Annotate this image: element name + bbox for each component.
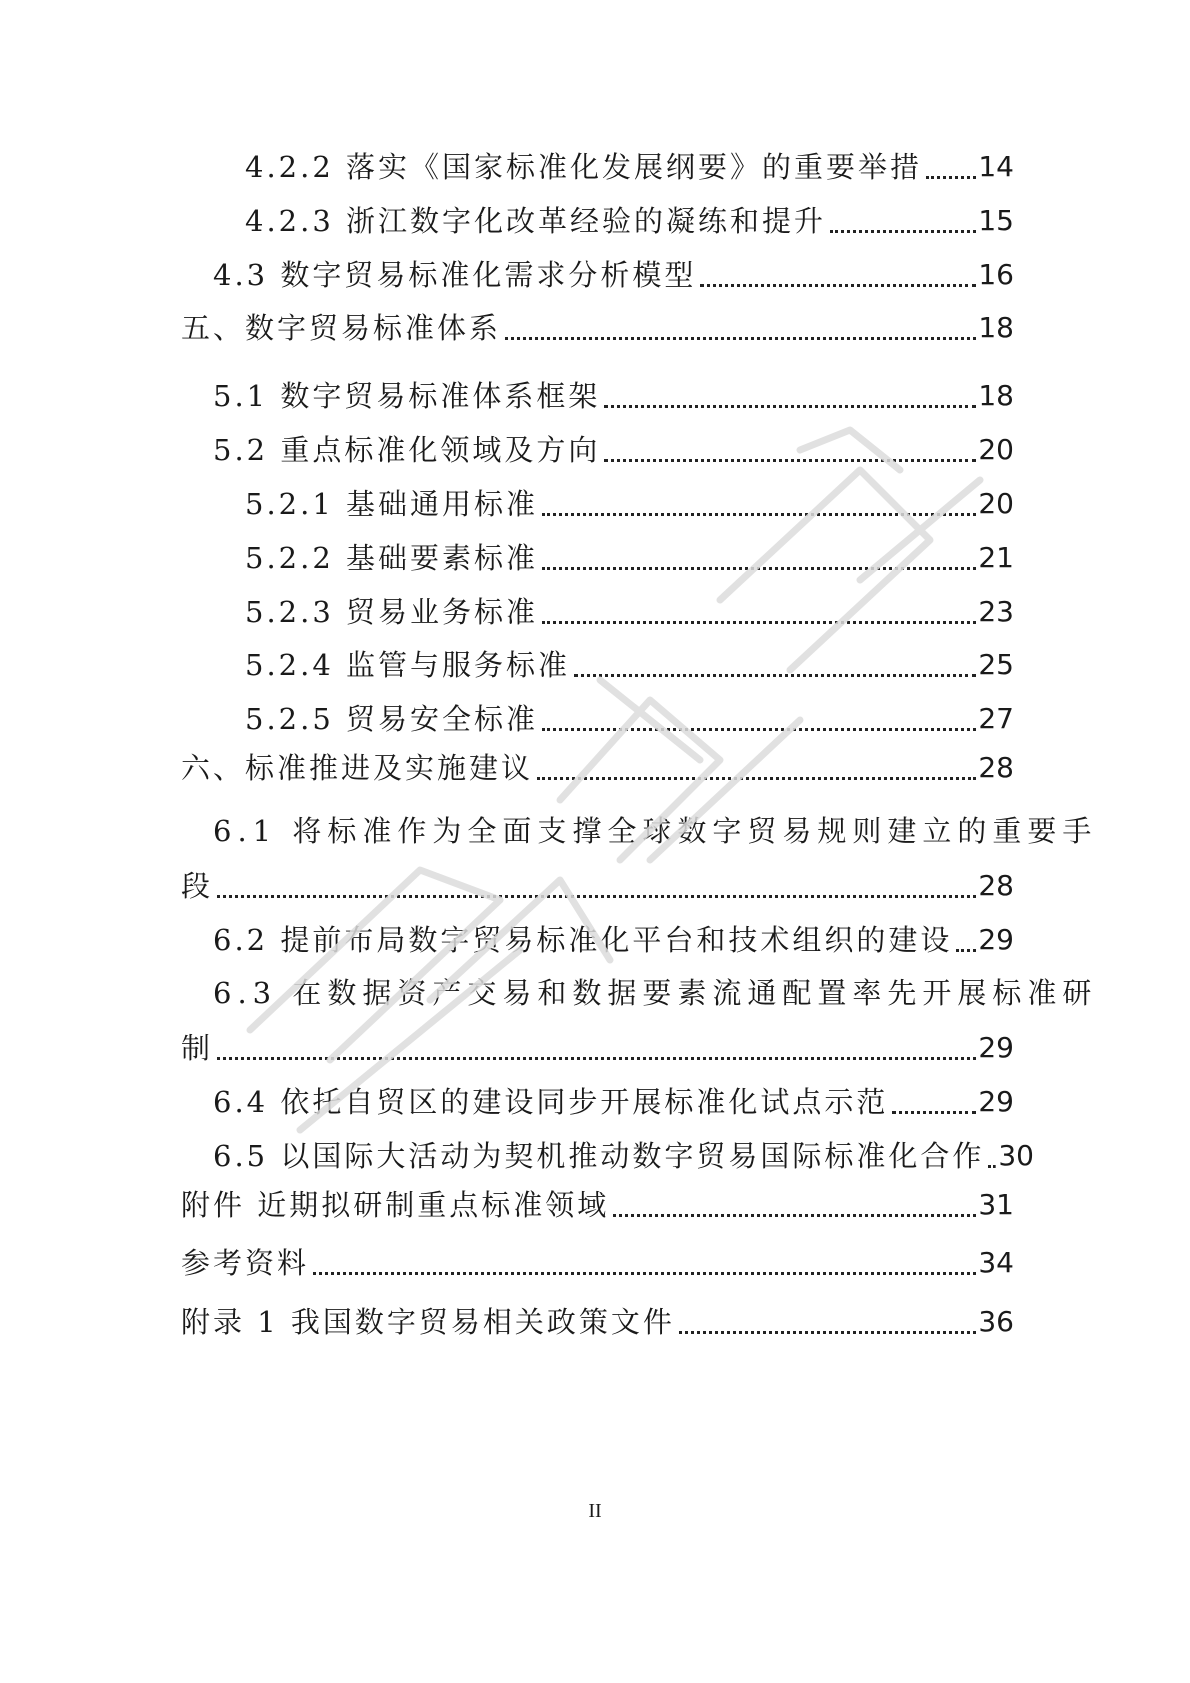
toc-entry-label: 段 bbox=[181, 869, 214, 903]
toc-dot-leader bbox=[217, 1057, 976, 1060]
toc-dot-leader bbox=[830, 230, 976, 233]
toc-entry-label: 6.2 提前布局数字贸易标准化平台和技术组织的建设 bbox=[213, 923, 953, 957]
toc-entry[interactable] bbox=[181, 1082, 1014, 1122]
toc-dot-leader bbox=[505, 337, 976, 340]
toc-entry[interactable] bbox=[181, 866, 1014, 906]
toc-entry[interactable] bbox=[181, 748, 1014, 788]
toc-entry-label: 5.1 数字贸易标准体系框架 bbox=[213, 379, 601, 413]
toc-page-number: 20 bbox=[978, 487, 1014, 520]
toc-page-number: 16 bbox=[978, 258, 1014, 291]
toc-entry-wrap-line[interactable]: 6.3 在数据资产交易和数据要素流通配置率先开展标准研 bbox=[213, 976, 1098, 1010]
toc-dot-leader bbox=[313, 1272, 976, 1275]
toc-entry[interactable] bbox=[181, 1185, 1014, 1225]
toc-entry[interactable] bbox=[181, 1302, 1014, 1342]
toc-entry-label: 5.2.2 基础要素标准 bbox=[245, 541, 539, 575]
toc-entry[interactable] bbox=[181, 147, 1014, 187]
toc-entry[interactable] bbox=[181, 430, 1014, 470]
toc-entry[interactable] bbox=[181, 1028, 1014, 1068]
toc-dot-leader bbox=[604, 405, 976, 408]
toc-page-number: 21 bbox=[978, 541, 1014, 574]
toc-entry[interactable] bbox=[181, 645, 1014, 685]
toc-dot-leader bbox=[892, 1111, 976, 1114]
toc-dot-leader bbox=[988, 1165, 996, 1168]
toc-dot-leader bbox=[542, 621, 976, 624]
toc-dot-leader bbox=[542, 513, 976, 516]
toc-entry-label: 5.2.1 基础通用标准 bbox=[245, 487, 539, 521]
toc-page-number: 25 bbox=[978, 648, 1014, 681]
toc-entry-wrap-line[interactable]: 6.1 将标准作为全面支撑全球数字贸易规则建立的重要手 bbox=[213, 814, 1098, 848]
toc-entry-label: 附件 近期拟研制重点标准领域 bbox=[181, 1188, 610, 1222]
toc-page-number: 15 bbox=[978, 204, 1014, 237]
toc-entry-label: 5.2.3 贸易业务标准 bbox=[245, 595, 539, 629]
page-footer-number: II bbox=[588, 1500, 602, 1522]
toc-entry[interactable] bbox=[181, 1136, 1034, 1176]
toc-page-number: 18 bbox=[978, 379, 1014, 412]
toc-entry-label: 4.2.2 落实《国家标准化发展纲要》的重要举措 bbox=[245, 150, 923, 184]
toc-entry[interactable] bbox=[181, 1243, 1014, 1283]
toc-entry[interactable] bbox=[181, 538, 1014, 578]
toc-entry-label: 参考资料 bbox=[181, 1246, 310, 1280]
toc-page-number: 18 bbox=[978, 311, 1014, 344]
toc-dot-leader bbox=[537, 777, 976, 780]
toc-dot-leader bbox=[679, 1331, 976, 1334]
toc-page-number: 34 bbox=[978, 1246, 1014, 1279]
toc-entry[interactable] bbox=[181, 699, 1014, 739]
toc-entry-label: 5.2.4 监管与服务标准 bbox=[245, 648, 571, 682]
toc-page-number: 23 bbox=[978, 595, 1014, 628]
toc-entry[interactable] bbox=[181, 308, 1014, 348]
toc-page-number: 20 bbox=[978, 433, 1014, 466]
toc-entry[interactable] bbox=[181, 920, 1014, 960]
toc-dot-leader bbox=[926, 176, 976, 179]
toc-page-number: 30 bbox=[998, 1139, 1034, 1172]
toc-entry-label: 制 bbox=[181, 1031, 214, 1065]
toc-page-number: 31 bbox=[978, 1188, 1014, 1221]
toc-page-number: 36 bbox=[978, 1305, 1014, 1338]
toc-dot-leader bbox=[700, 284, 976, 287]
toc-entry[interactable] bbox=[181, 201, 1014, 241]
toc-entry-label: 4.2.3 浙江数字化改革经验的凝练和提升 bbox=[245, 204, 827, 238]
toc-entry-label: 附录 1 我国数字贸易相关政策文件 bbox=[181, 1305, 675, 1339]
toc-entry-label: 6.4 依托自贸区的建设同步开展标准化试点示范 bbox=[213, 1085, 889, 1119]
toc-page-number: 29 bbox=[978, 1031, 1014, 1064]
toc-page-number: 14 bbox=[978, 150, 1014, 183]
toc-entry[interactable] bbox=[181, 255, 1014, 295]
toc-dot-leader bbox=[217, 895, 976, 898]
toc-dot-leader bbox=[542, 567, 976, 570]
toc-entry-label: 五、数字贸易标准体系 bbox=[181, 311, 502, 345]
toc-page-number: 27 bbox=[978, 702, 1014, 735]
toc-entry-label: 6.5 以国际大活动为契机推动数字贸易国际标准化合作 bbox=[213, 1139, 985, 1173]
toc-dot-leader bbox=[604, 459, 976, 462]
toc-page-number: 29 bbox=[978, 1085, 1014, 1118]
toc-entry[interactable] bbox=[181, 376, 1014, 416]
toc-page-number: 28 bbox=[978, 751, 1014, 784]
toc-dot-leader bbox=[542, 728, 976, 731]
toc-dot-leader bbox=[613, 1214, 976, 1217]
toc-entry-label: 5.2.5 贸易安全标准 bbox=[245, 702, 539, 736]
toc-entry-label: 5.2 重点标准化领域及方向 bbox=[213, 433, 601, 467]
toc-page-number: 28 bbox=[978, 869, 1014, 902]
toc-dot-leader bbox=[574, 674, 976, 677]
toc-dot-leader bbox=[956, 949, 976, 952]
toc-entry[interactable] bbox=[181, 484, 1014, 524]
toc-entry-label: 六、标准推进及实施建议 bbox=[181, 751, 534, 785]
toc-entry[interactable] bbox=[181, 592, 1014, 632]
toc-page-number: 29 bbox=[978, 923, 1014, 956]
toc-entry-label: 4.3 数字贸易标准化需求分析模型 bbox=[213, 258, 697, 292]
